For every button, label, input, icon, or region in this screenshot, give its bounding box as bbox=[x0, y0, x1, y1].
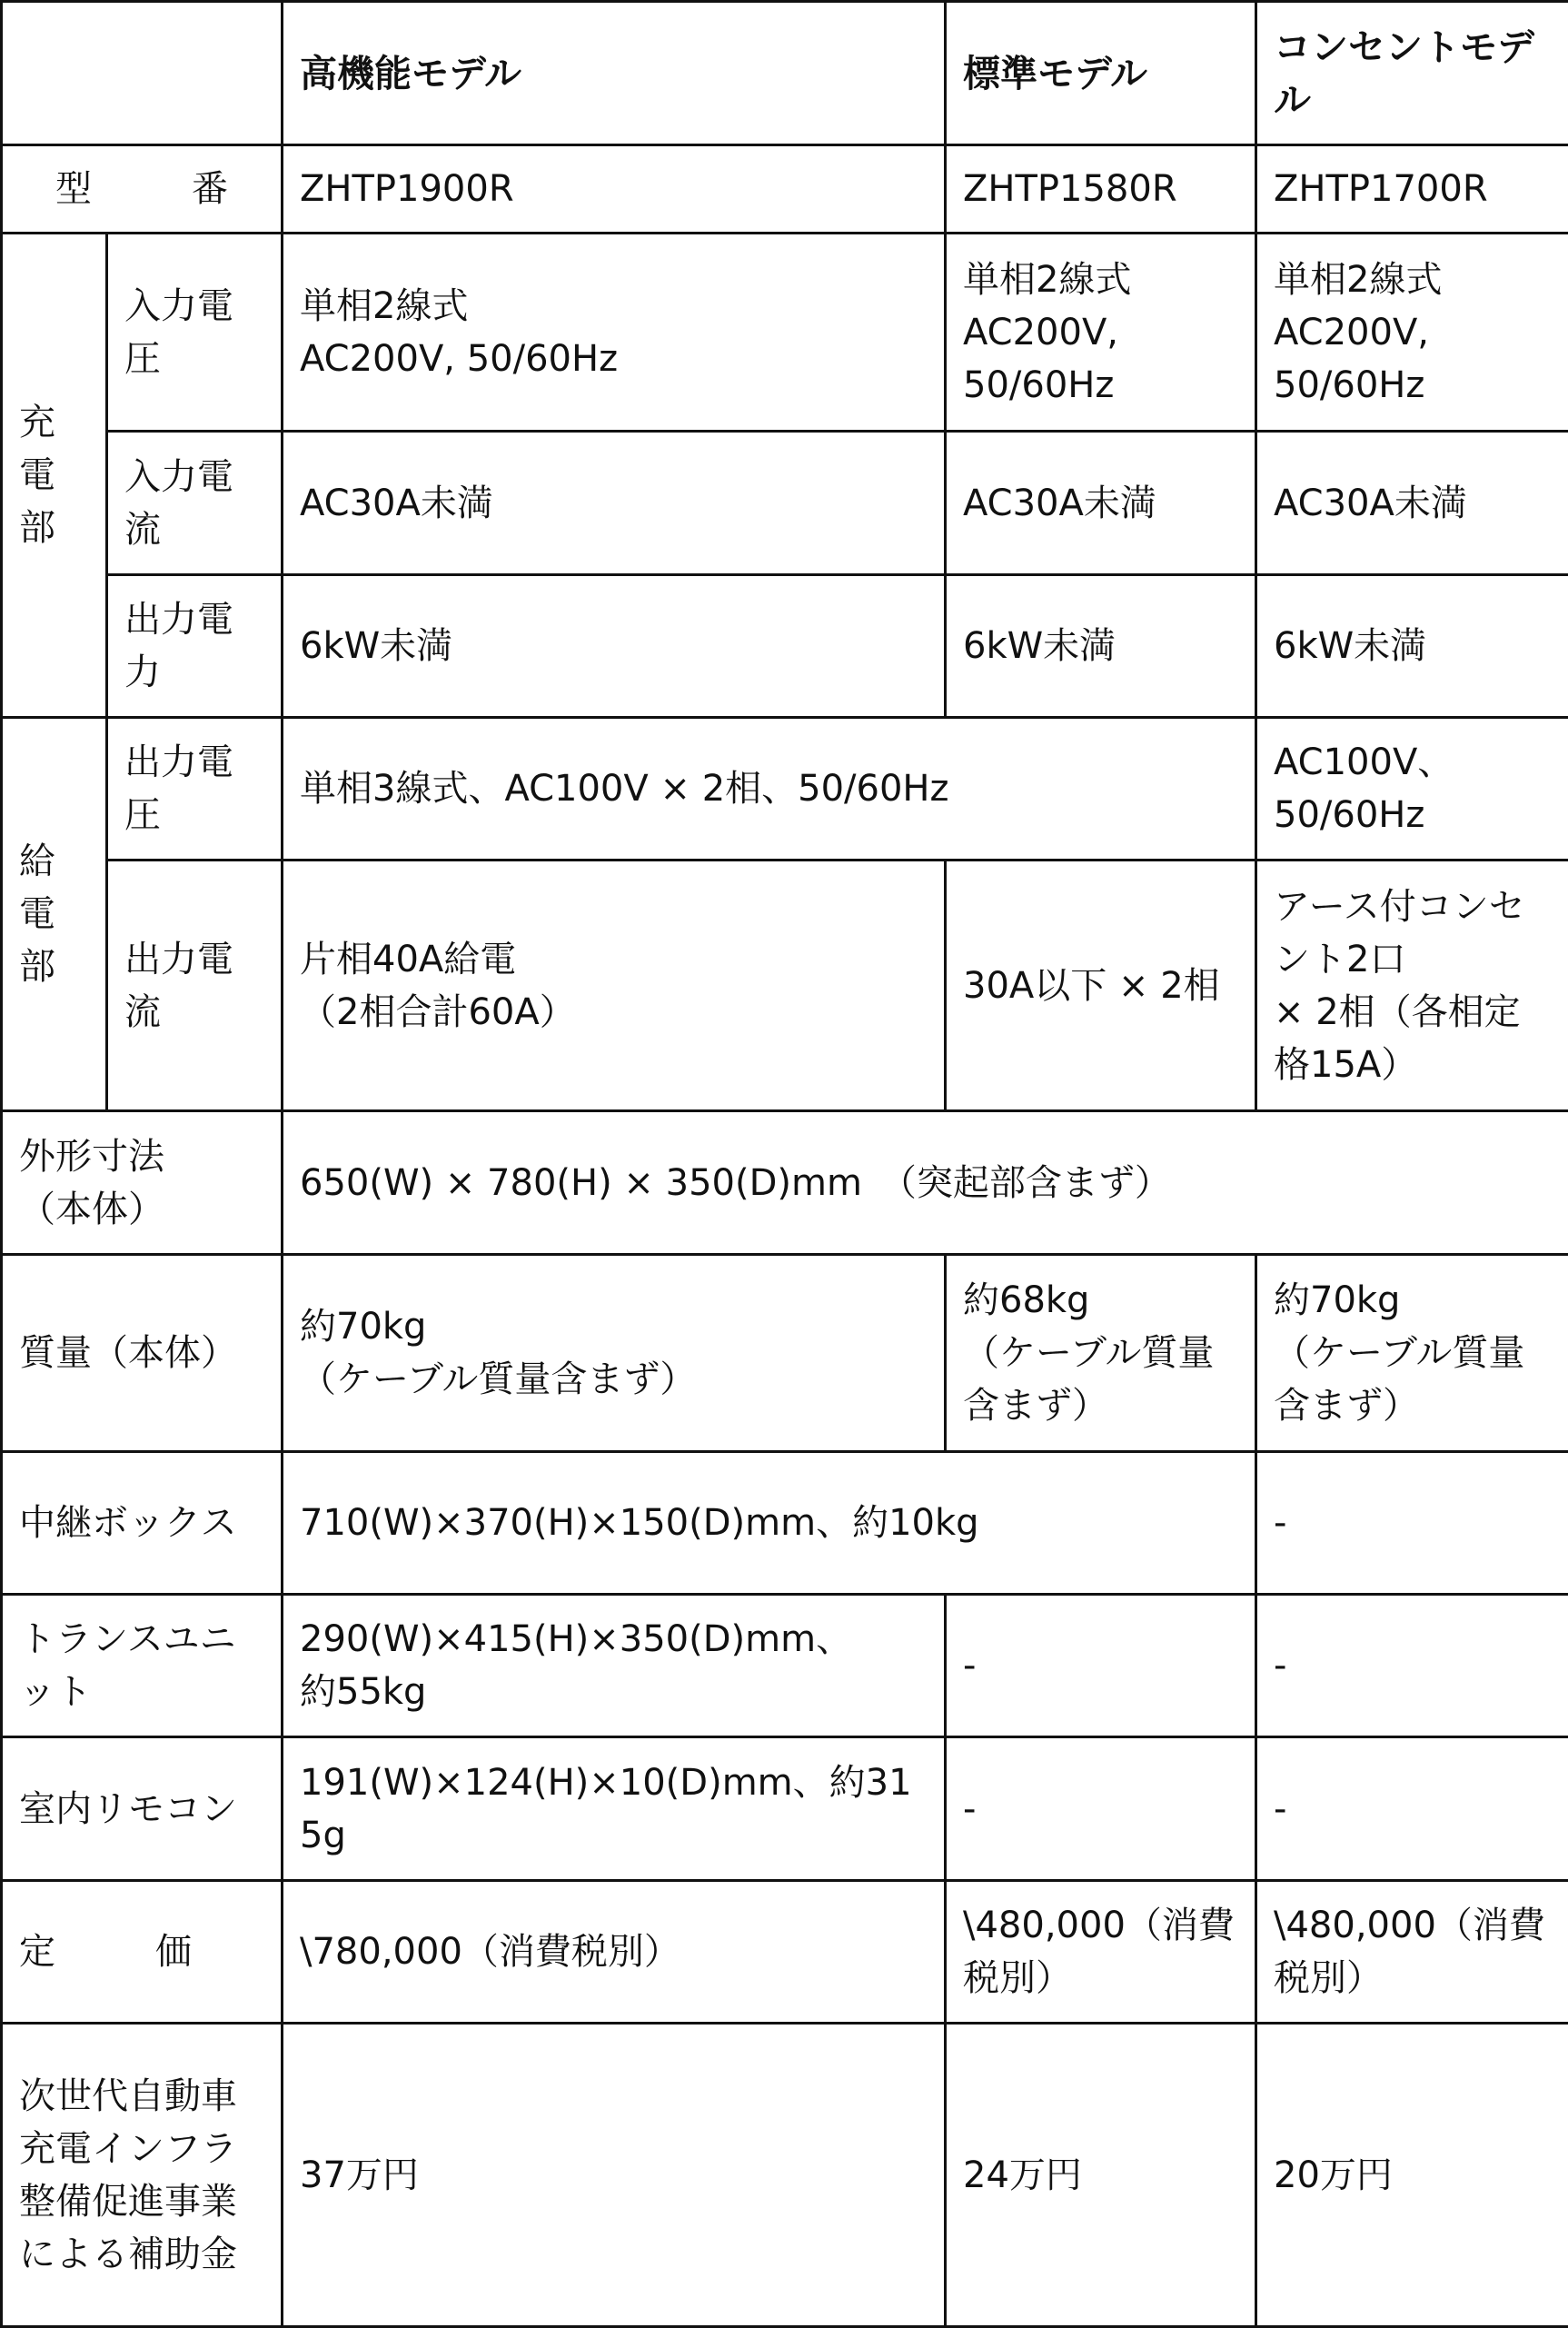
row-subsidy bbox=[2, 2024, 1568, 2327]
header-corner bbox=[2, 2, 283, 145]
cell-subsidy-high: 37万円 bbox=[283, 2024, 946, 2327]
row-output-power bbox=[2, 575, 1568, 718]
cell-input-current-high: AC30A未満 bbox=[283, 432, 946, 575]
cell-input-current-outlet: AC30A未満 bbox=[1256, 432, 1568, 575]
cell-input-voltage-high: 単相2線式 AC200V, 50/60Hz bbox=[283, 234, 946, 432]
label-price bbox=[2, 1881, 283, 2024]
label-output-power: 出力電力 bbox=[107, 575, 283, 718]
cell-input-voltage-outlet: 単相2線式 AC200V, 50/60Hz bbox=[1256, 234, 1568, 432]
cell-input-voltage-standard: 単相2線式 AC200V, 50/60Hz bbox=[946, 234, 1256, 432]
cell-transformer-standard: - bbox=[946, 1595, 1256, 1737]
row-mass bbox=[2, 1255, 1568, 1452]
label-remote: 室内リモコン bbox=[2, 1737, 283, 1881]
cell-remote-high: 191(W)×124(H)×10(D)mm、約315g bbox=[283, 1737, 946, 1881]
label-price-part2: 価 bbox=[155, 1925, 192, 1978]
cell-price-standard: \480,000（消費税別） bbox=[946, 1881, 1256, 2024]
label-output-voltage: 出力電圧 bbox=[107, 718, 283, 861]
label-model-number-part1: 型 bbox=[55, 163, 92, 215]
header-high-model: 高機能モデル bbox=[283, 2, 946, 145]
cell-transformer-outlet: - bbox=[1256, 1595, 1568, 1737]
row-price bbox=[2, 1881, 1568, 2024]
row-input-voltage bbox=[2, 234, 1568, 432]
cell-output-power-outlet: 6kW未満 bbox=[1256, 575, 1568, 718]
cell-model-standard: ZHTP1580R bbox=[946, 145, 1256, 234]
cell-relay-box-high-standard: 710(W)×370(H)×150(D)mm、約10kg bbox=[283, 1452, 1256, 1595]
cell-model-high: ZHTP1900R bbox=[283, 145, 946, 234]
label-input-voltage: 入力電圧 bbox=[107, 234, 283, 432]
cell-dimensions: 650(W) × 780(H) × 350(D)mm （突起部含まず） bbox=[283, 1111, 1568, 1255]
cell-remote-outlet: - bbox=[1256, 1737, 1568, 1881]
label-subsidy: 次世代自動車充電インフラ整備促進事業による補助金 bbox=[2, 2024, 283, 2327]
label-model-number bbox=[2, 145, 283, 234]
row-output-voltage bbox=[2, 718, 1568, 861]
header-standard-model: 標準モデル bbox=[946, 2, 1256, 145]
row-remote bbox=[2, 1737, 1568, 1881]
cell-mass-high: 約70kg （ケーブル質量含まず） bbox=[283, 1255, 946, 1452]
label-transformer: トランスユニット bbox=[2, 1595, 283, 1737]
cell-model-outlet: ZHTP1700R bbox=[1256, 145, 1568, 234]
row-model-number bbox=[2, 145, 1568, 234]
cell-output-voltage-outlet: AC100V、 50/60Hz bbox=[1256, 718, 1568, 861]
cell-output-current-high: 片相40A給電 （2相合計60A） bbox=[283, 861, 946, 1111]
label-input-current: 入力電流 bbox=[107, 432, 283, 575]
cell-input-current-standard: AC30A未満 bbox=[946, 432, 1256, 575]
cell-transformer-high: 290(W)×415(H)×350(D)mm、 約55kg bbox=[283, 1595, 946, 1737]
header-row bbox=[2, 2, 1568, 145]
group-charge-section: 充電部 bbox=[2, 234, 107, 718]
cell-output-power-standard: 6kW未満 bbox=[946, 575, 1256, 718]
header-outlet-model: コンセントモデル bbox=[1256, 2, 1568, 145]
cell-subsidy-outlet: 20万円 bbox=[1256, 2024, 1568, 2327]
cell-mass-standard: 約68kg （ケーブル質量含まず） bbox=[946, 1255, 1256, 1452]
label-mass: 質量（本体） bbox=[2, 1255, 283, 1452]
row-output-current bbox=[2, 861, 1568, 1111]
cell-price-outlet: \480,000（消費税別） bbox=[1256, 1881, 1568, 2024]
cell-price-high: \780,000（消費税別） bbox=[283, 1881, 946, 2024]
group-supply-section: 給電部 bbox=[2, 718, 107, 1111]
label-relay-box: 中継ボックス bbox=[2, 1452, 283, 1595]
cell-output-current-outlet: アース付コンセント2口 × 2相（各相定格15A） bbox=[1256, 861, 1568, 1111]
row-transformer bbox=[2, 1595, 1568, 1737]
cell-output-power-high: 6kW未満 bbox=[283, 575, 946, 718]
cell-output-current-standard: 30A以下 × 2相 bbox=[946, 861, 1256, 1111]
label-model-number-part2: 番 bbox=[192, 163, 228, 215]
label-dimensions: 外形寸法 （本体） bbox=[2, 1111, 283, 1255]
label-output-current: 出力電流 bbox=[107, 861, 283, 1111]
cell-subsidy-standard: 24万円 bbox=[946, 2024, 1256, 2327]
cell-remote-standard: - bbox=[946, 1737, 1256, 1881]
cell-relay-box-outlet: - bbox=[1256, 1452, 1568, 1595]
row-input-current bbox=[2, 432, 1568, 575]
cell-mass-outlet: 約70kg （ケーブル質量含まず） bbox=[1256, 1255, 1568, 1452]
label-price-part1: 定 bbox=[19, 1925, 55, 1978]
row-dimensions bbox=[2, 1111, 1568, 1255]
row-relay-box bbox=[2, 1452, 1568, 1595]
cell-output-voltage-high-standard: 単相3線式、AC100V × 2相、50/60Hz bbox=[283, 718, 1256, 861]
